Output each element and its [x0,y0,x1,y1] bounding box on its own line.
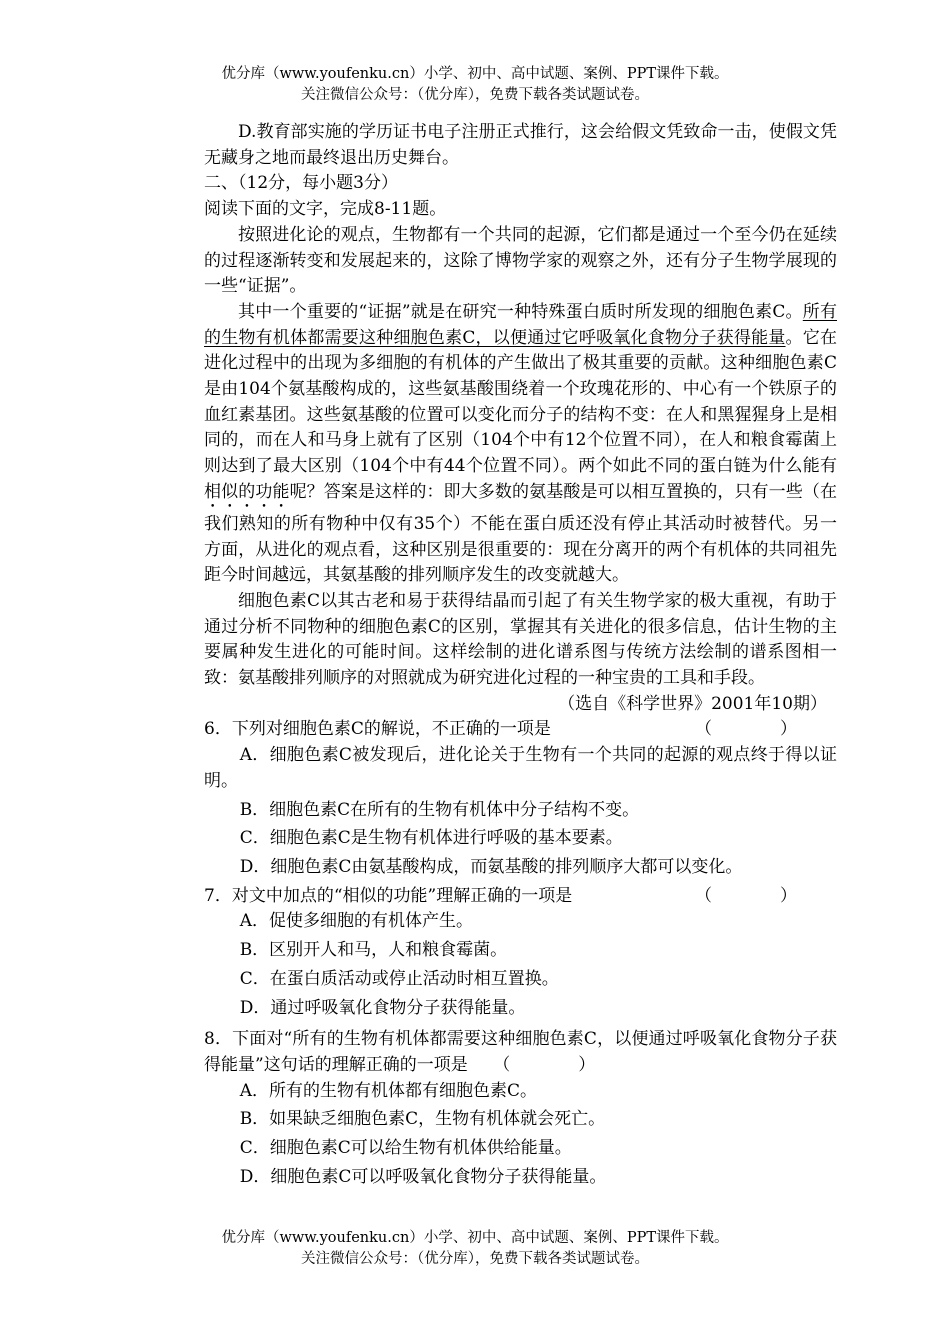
question-7-answer-paren: （ ） [695,885,797,906]
question-7-stem [204,884,837,910]
question-8-stem [204,1027,837,1078]
question-7-option-c: C．在蛋白质活动或停止活动时相互置换。 [239,968,559,989]
question-8-option-a: A．所有的生物有机体都有细胞色素C。 [239,1080,537,1101]
question-8-answer-paren: （ ） [501,1054,596,1075]
passage-paragraph-1: 按照进化论的观点，生物都有一个共同的起源，它们都是通过一个至今仍在延续的过程逐渐转变和发展起来的，这除了博物学家的观察之外，还有分子生物学展现的一些“证据”。 [204,224,837,297]
page-header [0,64,950,106]
question-6-text: 6．下列对细胞色素C的解说，不正确的一项是 [204,719,551,740]
question-6-stem [204,717,837,743]
question-6-answer-paren: （ ） [695,719,797,740]
question-6-option-d: D．细胞色素C由氨基酸构成，而氨基酸的排列顺序大都可以变化。 [239,856,743,877]
question-8-option-d: D．细胞色素C可以呼吸氧化食物分子获得能量。 [239,1166,607,1187]
section-title: 二、（12分，每小题3分） [204,173,398,194]
passage-paragraph-3: 细胞色素C以其古老和易于获得结晶而引起了有关生物学家的极大重视，有助于通过分析不同物种的细胞色素C的区别，掌握其有关进化的很多信息，估计生物的主要属种发生进化的可能时间。这样绘制的进化谱系图与传统方法绘制的谱系图相一致：氨基酸排列顺序的对照就成为研究进化过程的一种宝贵的工具和手段。 [204,590,837,689]
header-line-1: 优分库（www.youfenku.cn）小学、初中、高中试题、案例、PPT课件下载。 [221,66,729,82]
question-7-text: 7．对文中加点的“相似的功能”理解正确的一项是 [204,885,573,906]
passage-source: （选自《科学世界》2001年10期） [558,693,827,714]
question-7-option-b: B．区别开人和马，人和粮食霉菌。 [239,940,508,961]
question-8-text: 8．下面对“所有的生物有机体都需要这种细胞色素C，以便通过呼吸氧化食物分子获得能量”这句话的理解正确的一项是 [204,1029,837,1075]
header-line-2: 关注微信公众号：（优分库），免费下载各类试题试卷。 [301,87,649,103]
page-footer [0,1228,950,1270]
para2-text-a: 其中一个重要的“证据”就是在研究一种特殊蛋白质时所发现的细胞色素C。 [238,301,803,322]
previous-option-d: D.教育部实施的学历证书电子注册正式推行，这会给假文凭致命一击，使假文凭无藏身之地而最终退出历史舞台。 [204,122,837,168]
document-body [204,120,837,1190]
footer-line-2: 关注微信公众号：（优分库），免费下载各类试题试卷。 [301,1251,649,1267]
passage-paragraph-2 [204,300,837,589]
question-7-option-a: A．促使多细胞的有机体产生。 [239,911,473,932]
question-6-option-b: B．细胞色素C在所有的生物有机体中分子结构不变。 [239,799,640,820]
para2-text-c: 呢？答案是这样的：即大多数的氨基酸是可以相互置换的，只有一些（在我们熟知的所有物种中仅有35个）不能在蛋白质还没有停止其活动时被替代。另一方面，从进化的观点看，这种区别是很重要的：现在分离开的两个有机体的共同祖先距今时间越远，其氨基酸的排列顺序发生的改变就越大。 [204,481,838,586]
reading-instruction: 阅读下面的文字，完成8-11题。 [204,199,447,220]
footer-line-1: 优分库（www.youfenku.cn）小学、初中、高中试题、案例、PPT课件下载。 [221,1230,729,1246]
para2-text-b: 。它在进化过程中的出现为多细胞的有机体的产生做出了极其重要的贡献。这种细胞色素C是由104个氨基酸构成的，这些氨基酸围绕着一个玫瑰花形的、中心有一个铁原子的血红素基团。这些氨基酸的位置可以变化而分子的结构不变：在人和黑猩猩身上是相同的，而在人和马身上就有了区别（104个中有12个位置不同），在人和粮食霉菌上则达到了最大区别（104个中有44个位置不同）。两个如此不同的蛋白链为什么能有 [204,327,837,477]
question-6-option-c: C．细胞色素C是生物有机体进行呼吸的基本要素。 [239,828,623,849]
underlined-sentence: 所有的生物有机体都需要这种细胞色素C，以便通过它呼吸氧化食物分子获得能量 [204,301,837,348]
dotted-phrase: 相似的功能 [204,481,290,502]
question-7-option-d: D．通过呼吸氧化食物分子获得能量。 [239,997,526,1018]
question-8-option-b: B．如果缺乏细胞色素C，生物有机体就会死亡。 [239,1109,606,1130]
question-8-option-c: C．细胞色素C可以给生物有机体供给能量。 [239,1138,572,1159]
question-6-option-a: A．细胞色素C被发现后，进化论关于生物有一个共同的起源的观点终于得以证明。 [204,745,837,791]
